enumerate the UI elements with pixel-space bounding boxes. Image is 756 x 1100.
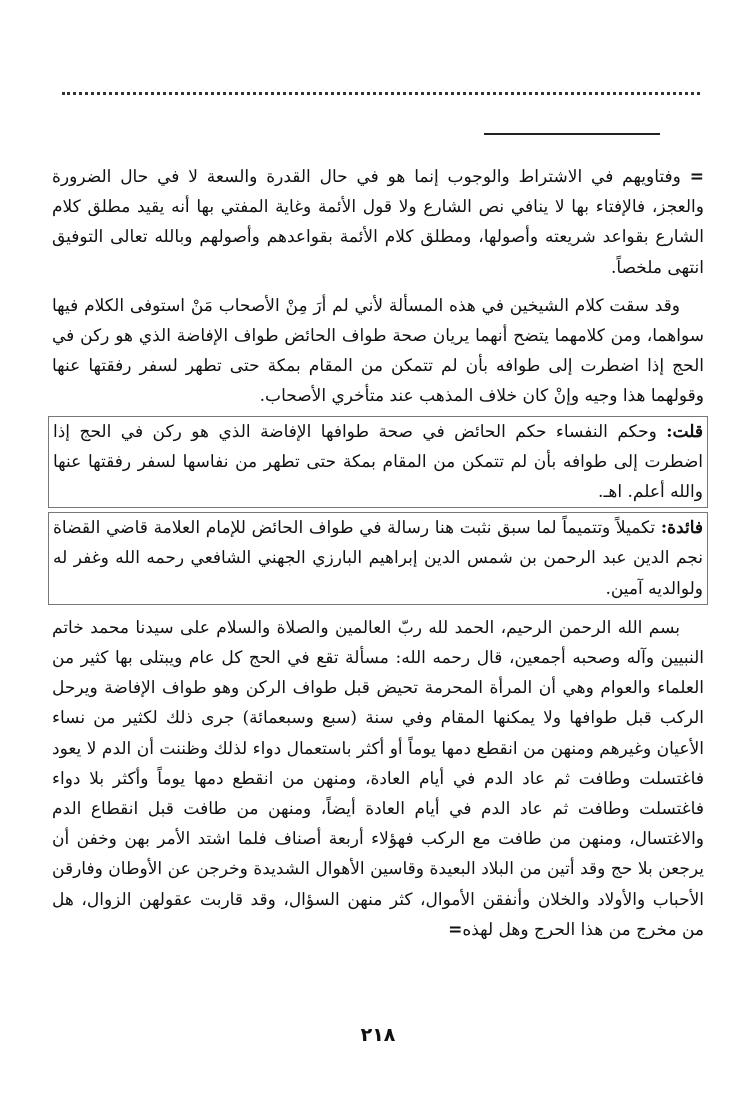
paragraph-5-text: بسم الله الرحمن الرحيم، الحمد لله ربّ العالمين والصلاة والسلام على سيدنا محمد خاتم النبيين وآله وصحبه أجمعين، قال رحمه الله: مسألة تقع في الحج كل عام ويبتلى بها كثير من العلماء والعوام وهي أن المرأة المحرمة تحيض قبل طواف الركن وهو طواف الإفاضة ويرحل الركب قبل طوافها ولا يمكنها المقام وفي سنة (سبع وسبعمائة) جرى ذلك لكثير من نساء الأعيان وغيرهم ومنهن من انقطع دمها يوماً أو أكثر باستعمال دواء لذلك وظننت أن الدم لا يعود فاغتسلت وطافت ثم عاد الدم في أيام العادة، ومنهن من انقطع دمها يوماً وأكثر بلا دواء فاغتسلت وطافت ثم عاد الدم في أيام العادة أيضاً، ومنهن من طافت قبل انقطاع الدم والاغتسال، ومنهن من طافت مع الركب فهؤلاء أربعة أصناف فلما اشتد الأمر بهن وخفن أن يرجعن بلا حج وقد أتين من البلاد البعيدة وقاسين الأهوال الشديدة وخرجن عن الأوطان وفارقن الأحباب والأولاد والخلان وأنفقن الأموال، كثر منهن السؤال، وقد قاربت عقولهن الزوال، هل من مخرج من هذا الحرج وهل لهذه: [52, 617, 704, 940]
paragraph-3-boxed: [48, 416, 708, 509]
paragraph-4-label: فائدة:: [660, 518, 704, 539]
paragraph-2: [52, 291, 704, 412]
header-dotted-rule: [62, 92, 700, 95]
continuation-marker-end: =: [448, 919, 463, 940]
paragraph-1: [52, 162, 704, 283]
page-body: [52, 162, 704, 945]
paragraph-4-boxed: [48, 512, 708, 605]
paragraph-1-text: وفتاويهم في الاشتراط والوجوب إنما هو في حال القدرة والسعة لا في حال الضرورة والعجز، فالإفتاء بها لا ينافي نص الشارع ولا قول الأئمة وغاية المفتي بها أنه يقيد مطلق كلام الشارع بقواعد شريعته وأصولها، ومطلق كلام الأئمة بقواعدهم وأصولهم وبالله تعالى التوفيق انتهى ملخصاً.: [52, 167, 704, 278]
paragraph-3-label: قلت:: [666, 421, 703, 442]
page-number: ٢١٨: [360, 1024, 396, 1046]
header-short-rule: [484, 133, 660, 135]
paragraph-3-text: وحكم النفساء حكم الحائض في صحة طوافها الإفاضة الذي هو ركن في الحج إذا اضطرت إلى طوافه بأن لم تتمكن من المقام بمكة حتى تطهر من نفاسها لسفر رفقتها عنها والله أعلم. اهـ.: [53, 421, 703, 503]
paragraph-4-text: تكميلاً وتتميماً لما سبق نثبت هنا رسالة في طواف الحائض للإمام العلامة قاضي القضاة نجم الدين عبد الرحمن بن شمس الدين إبراهيم البارزي الجهني الشافعي رحمه الله وغفر له ولوالديه آمين.: [53, 518, 703, 599]
paragraph-5: [52, 613, 704, 945]
paragraph-2-text: وقد سقت كلام الشيخين في هذه المسألة لأني لم أرَ مِنْ الأصحاب مَنْ استوفى الكلام فيها سواهما، ومن كلامهما يتضح أنهما يريان صحة طواف الحائض طواف الإفاضة الذي هو ركن في الحج إذا اضطرت إلى طوافه بأن لم تتمكن من المقام بمكة حتى تطهر لسفر رفقتها عنها وقولهما هذا وجيه وإنْ كان خلاف المذهب عند متأخري الأصحاب.: [52, 295, 704, 407]
continuation-marker-start: =: [689, 167, 705, 187]
